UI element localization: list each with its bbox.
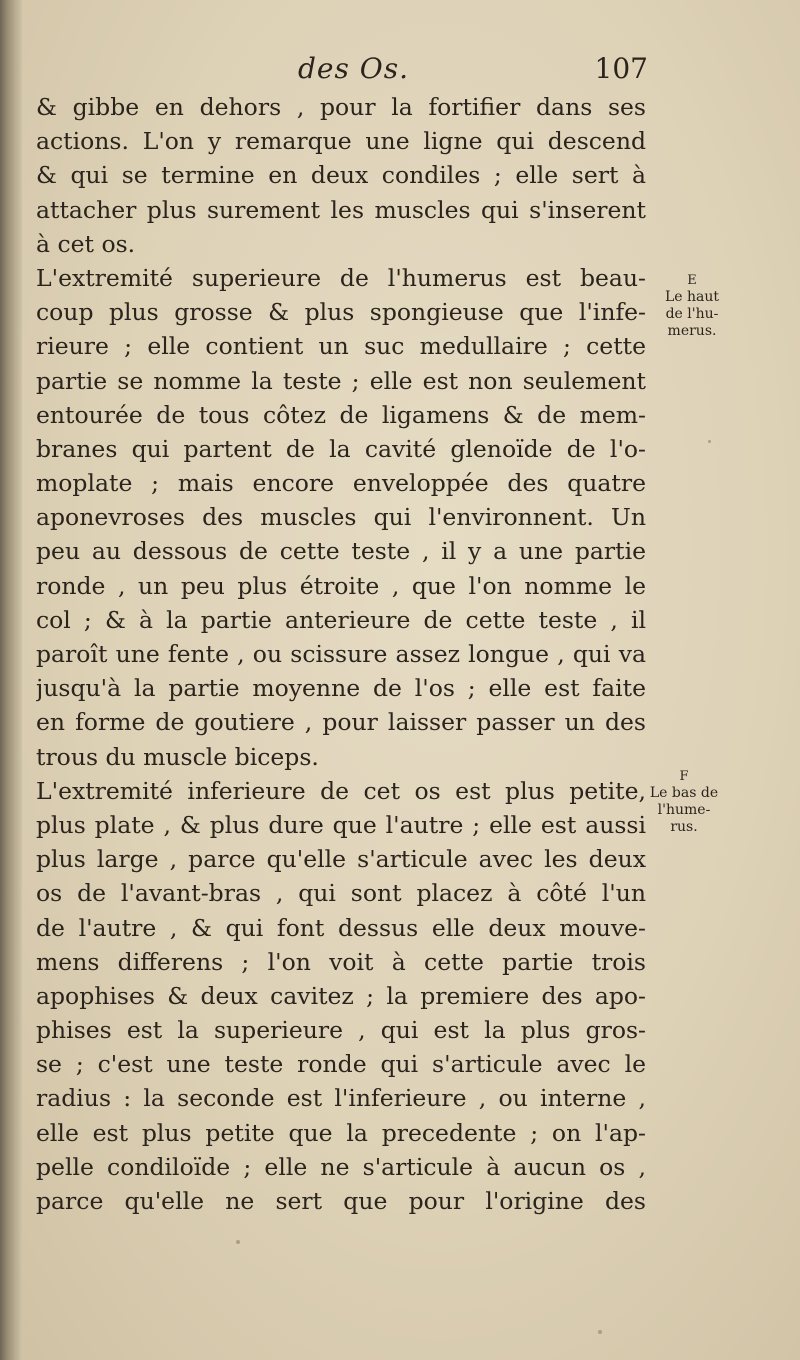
- text-line: entourée de tous côtez de ligamens & de mem-: [36, 400, 646, 429]
- margin-note-line: merus.: [667, 323, 717, 339]
- text-line: L'extremité superieure de l'humerus est beau-: [36, 263, 646, 292]
- running-head: des Os.: [298, 52, 409, 85]
- text-line: parce qu'elle ne sert que pour l'origine des: [36, 1187, 646, 1215]
- text-line: partie se nomme la teste ; elle est non seulement: [36, 366, 646, 395]
- margin-note-letter: F: [679, 769, 689, 784]
- text-line: plus large , parce qu'elle s'articule avec les deux: [36, 845, 646, 874]
- paper-speck: [708, 440, 711, 443]
- text-line: paroît une fente , ou scissure assez longue , qui va: [36, 640, 646, 668]
- margin-note-e: [652, 272, 732, 340]
- margin-note-line: rus.: [670, 819, 698, 835]
- text-line: elle est plus petite que la precedente ; on l'ap-: [36, 1118, 646, 1147]
- text-line: moplate ; mais encore enveloppée des quatre: [36, 469, 646, 498]
- text-line: phises est la superieure , qui est la plus gros-: [36, 1016, 646, 1045]
- text-line: rieure ; elle contient un suc medullaire ; cette: [36, 332, 646, 361]
- text-line: en forme de goutiere , pour laisser passer un des: [36, 708, 646, 737]
- text-line: aponevroses des muscles qui l'environnent. Un: [36, 503, 646, 532]
- text-line: trous du muscle biceps.: [36, 742, 319, 771]
- text-line: mens differens ; l'on voit à cette partie trois: [36, 947, 646, 976]
- margin-note-line: l'hume-: [657, 802, 711, 818]
- text-line: jusqu'à la partie moyenne de l'os ; elle est faite: [36, 674, 646, 703]
- margin-note-line: Le bas de: [649, 785, 719, 801]
- text-line: se ; c'est une teste ronde qui s'articule avec le: [36, 1050, 646, 1079]
- text-line: os de l'avant-bras , qui sont placez à côté l'un: [36, 879, 646, 908]
- text-line: apophises & deux cavitez ; la premiere des apo-: [36, 981, 646, 1010]
- margin-note-line: Le haut: [664, 289, 720, 305]
- paper-speck: [236, 1240, 240, 1244]
- margin-note-line: de l'hu-: [665, 306, 719, 322]
- margin-note-letter: E: [687, 273, 697, 288]
- text-line: & gibbe en dehors , pour la fortifier dans ses: [36, 93, 646, 121]
- page-number: 107: [594, 52, 648, 85]
- text-line: de l'autre , & qui font dessus elle deux mouve-: [36, 913, 646, 942]
- text-line: pelle condiloïde ; elle ne s'articule à aucun os ,: [36, 1152, 646, 1181]
- text-line: coup plus grosse & plus spongieuse que l'infe-: [36, 298, 646, 327]
- margin-note-f: [634, 768, 734, 836]
- text-line: peu au dessous de cette teste , il y a une partie: [36, 537, 646, 566]
- text-line: attacher plus surement les muscles qui s'inserent: [36, 195, 646, 224]
- text-line: branes qui partent de la cavité glenoïde de l'o-: [36, 434, 646, 463]
- body-text: [36, 90, 646, 1218]
- text-line: plus plate , & plus dure que l'autre ; elle est aussi: [36, 810, 646, 839]
- text-line: L'extremité inferieure de cet os est plus petite,: [36, 776, 646, 805]
- text-line: actions. L'on y remarque une ligne qui descend: [36, 127, 646, 156]
- book-gutter: [0, 0, 22, 1360]
- text-line: col ; & à la partie anterieure de cette teste , il: [36, 605, 646, 634]
- paper-speck: [598, 1330, 602, 1334]
- text-line: ronde , un peu plus étroite , que l'on nomme le: [36, 571, 646, 600]
- text-line: & qui se termine en deux condiles ; elle sert à: [36, 161, 646, 190]
- page-header: [36, 52, 652, 92]
- text-line: radius : la seconde est l'inferieure , ou interne ,: [36, 1084, 646, 1113]
- text-line: à cet os.: [36, 229, 136, 258]
